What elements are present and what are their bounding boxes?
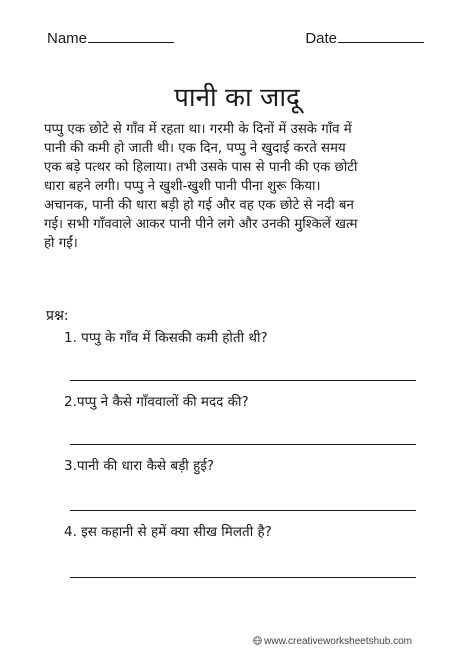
website-footer bbox=[253, 636, 412, 647]
question-2: 2.पप्पु ने कैसे गाँववालों की मदद की? bbox=[64, 394, 249, 410]
questions-heading: प्रश्न: bbox=[46, 308, 69, 324]
story-passage: पप्पु एक छोटे से गाँव में रहता था। गरमी के दिनों में उसके गाँव में पानी की कमी हो जाती थी। एक दिन, पप्पु ने खुदाई करते समय एक बड़े पत्थर को हिलाया। तभी उसके पास से पानी की एक छोटी धारा बहने लगी। पप्पु ने खुशी-खुशी पानी पीना शुरू किया। अचानक, पानी की धारा बड़ी हो गई और वह एक छोटे से नदी बन गई। सभी गाँववाले आकर पानी पीने लगे और उनकी मुश्किलें खत्म हो गईं। bbox=[44, 122, 358, 251]
answer-line-4[interactable] bbox=[70, 577, 416, 578]
answer-line-2[interactable] bbox=[70, 444, 416, 445]
name-field[interactable] bbox=[47, 30, 174, 47]
question-3: 3.पानी की धारा कैसे बड़ी हुई? bbox=[64, 458, 215, 474]
name-blank-line bbox=[88, 30, 174, 43]
name-label: Name bbox=[47, 30, 88, 47]
worksheet-title: पानी का जादू bbox=[174, 83, 300, 113]
answer-line-1[interactable] bbox=[70, 380, 416, 381]
question-1: 1. पप्पु के गाँव में किसकी कमी होती थी? bbox=[64, 330, 268, 346]
website-url[interactable]: www.creativeworksheetshub.com bbox=[264, 636, 412, 647]
question-4: 4. इस कहानी से हमें क्या सीख मिलती है? bbox=[64, 524, 272, 540]
globe-icon bbox=[253, 636, 262, 645]
date-blank-line bbox=[338, 30, 424, 43]
answer-line-3[interactable] bbox=[70, 510, 416, 511]
date-label: Date bbox=[305, 30, 337, 47]
date-field[interactable] bbox=[305, 30, 424, 47]
worksheet-header bbox=[47, 30, 424, 52]
